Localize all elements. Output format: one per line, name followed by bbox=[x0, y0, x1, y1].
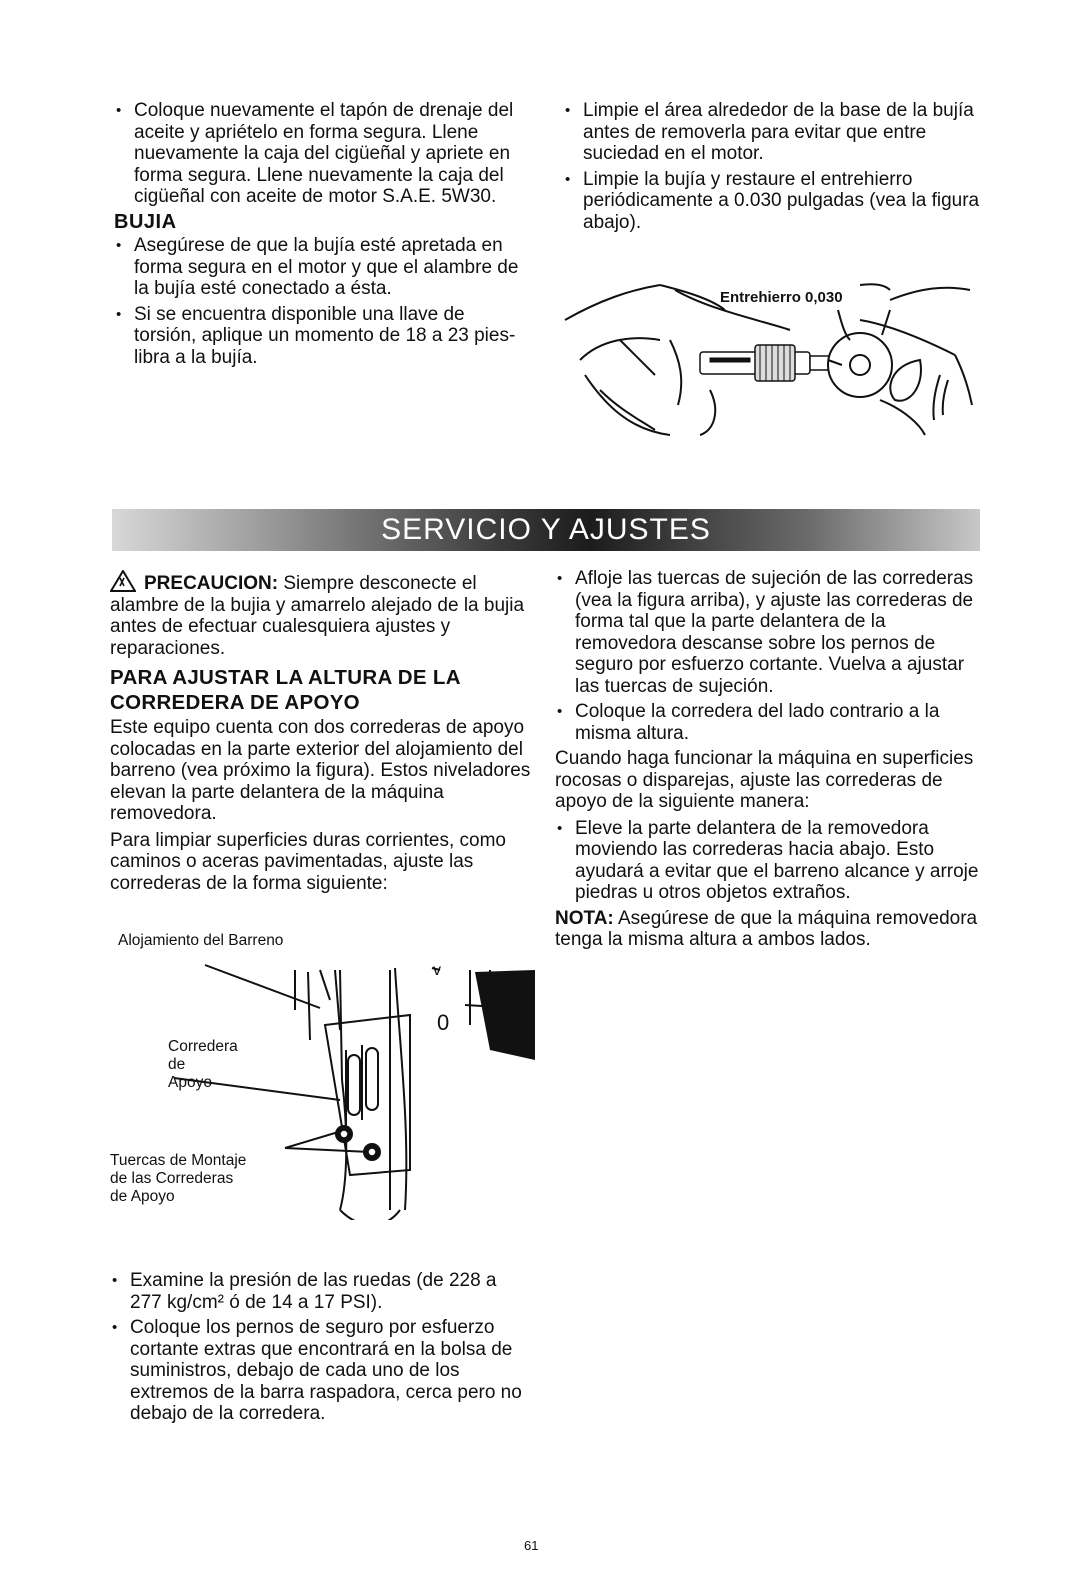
gap-restore-bullet: • Limpie la bujía y restaure el entrehierro periódicamente a 0.030 pulgadas (vea la figura abajo). bbox=[563, 169, 983, 234]
mounting-nuts-label-line3: de Apoyo bbox=[110, 1188, 175, 1205]
spark-plug-hands-illustration bbox=[560, 280, 980, 440]
section-banner bbox=[112, 509, 980, 551]
torque-wrench-bullet: • Si se encuentra disponible una llave de torsión, aplique un momento de 18 a 23 pies-libra a la bujía. bbox=[114, 304, 524, 369]
clean-plug-bullet-list bbox=[563, 100, 983, 233]
oil-refill-bullet: • Coloque nuevamente el tapón de drenaje del aceite y apriételo en forma segura. Llene nuevamente la caja del cigüeñal y apriete en forma segura. Llene nuevamente la caja del cigüeñal con aceite de motor S.A.E. 5W30. bbox=[114, 100, 524, 208]
lower-right-column bbox=[555, 568, 980, 956]
bottom-bullet-list bbox=[110, 1270, 530, 1425]
tire-pressure-bullet: • Examine la presión de las ruedas (de 228 a 277 kg/cm² ó de 14 a 17 PSI). bbox=[110, 1270, 530, 1313]
raise-front-bullet: • Eleve la parte delantera de la removedora moviendo las correderas hacia abajo. Esto ayudará a evitar que el barreno alcance y arroje piedras u otros objetos extraños. bbox=[555, 818, 980, 904]
note-paragraph bbox=[555, 908, 980, 951]
svg-text:v: v bbox=[433, 962, 441, 979]
warning-triangle-icon bbox=[110, 570, 136, 592]
gap-figure-label: Entrehierro 0,030 bbox=[720, 289, 843, 306]
skid-height-heading: PARA AJUSTAR LA ALTURA DE LA CORREDERA DE APOYO bbox=[110, 666, 461, 714]
section-banner-title: SERVICIO Y AJUSTES bbox=[381, 513, 711, 546]
skid-shoe-figure bbox=[110, 930, 535, 1220]
top-left-column bbox=[114, 100, 524, 372]
rough-surface-paragraph: Cuando haga funcionar la máquina en superficies rocosas o disparejas, ajuste las correderas de apoyo de la siguiente manera: bbox=[555, 748, 974, 812]
skid-shoe-label bbox=[168, 1038, 238, 1092]
spark-plug-heading: BUJIA bbox=[114, 210, 177, 233]
skids-description-paragraph: Este equipo cuenta con dos correderas de apoyo colocadas en la parte exterior del alojamiento del barreno (vea próximo la figura). Estos niveladores elevan la parte delantera de la máquina removedora. bbox=[110, 717, 531, 824]
caution-label: PRECAUCION: bbox=[144, 573, 279, 594]
svg-text:0: 0 bbox=[437, 1010, 450, 1035]
clean-base-bullet: • Limpie el área alrededor de la base de la bujía antes de removerla para evitar que entre suciedad en el motor. bbox=[563, 100, 983, 165]
skid-shoe-label-line2: de bbox=[168, 1056, 186, 1073]
note-label: NOTA: bbox=[555, 907, 614, 929]
loosen-nuts-bullet: • Afloje las tuercas de sujeción de las correderas (vea la figura arriba), y ajuste las correderas de forma tal que la parte delantera de la removedora descanse sobre los pernos de seguro por esfuerzo cortante. Vuelva a ajustar las tuercas de sujeción. bbox=[555, 568, 980, 697]
auger-housing-label: Alojamiento del Barreno bbox=[118, 932, 284, 949]
oil-bullet-list bbox=[114, 100, 524, 208]
top-right-column bbox=[563, 100, 983, 237]
note-text: Asegúrese de que la máquina removedora tenga la misma altura a ambos lados. bbox=[555, 907, 978, 950]
spark-plug-gap-figure bbox=[560, 280, 980, 440]
mounting-nuts-label bbox=[110, 1152, 246, 1206]
hard-surface-paragraph: Para limpiar superficies duras corrientes, como caminos o aceras pavimentadas, ajuste las correderas de la forma siguiente: bbox=[110, 829, 506, 894]
opposite-skid-bullet: • Coloque la corredera del lado contrario a la misma altura. bbox=[555, 701, 980, 744]
spark-plug-tight-bullet: • Asegúrese de que la bujía esté apretada en forma segura en el motor y que el alambre de la bujía esté conectado a ésta. bbox=[114, 235, 524, 300]
bottom-left-column bbox=[110, 1270, 530, 1429]
skid-shoe-label-line1: Corredera bbox=[168, 1038, 238, 1055]
caution-paragraph bbox=[110, 570, 535, 659]
caution-text: Siempre desconecte el alambre de la bujia y amarrelo alejado de la bujia antes de efectuar cualesquiera ajustes y reparaciones. bbox=[110, 573, 525, 659]
shear-bolts-bullet: • Coloque los pernos de seguro por esfuerzo cortante extras que encontrará en la bolsa de suministros, debajo de cada uno de los extremos de la barra raspadora, cerca pero no debajo de la corredera. bbox=[110, 1317, 530, 1425]
lower-left-column bbox=[110, 570, 535, 899]
adjust-bullet-list bbox=[555, 568, 980, 744]
spark-plug-bullet-list bbox=[114, 235, 524, 368]
mounting-nuts-label-line1: Tuercas de Montaje bbox=[110, 1152, 247, 1169]
raise-front-bullet-list bbox=[555, 818, 980, 904]
mounting-nuts-label-line2: de las Correderas bbox=[110, 1170, 234, 1187]
skid-shoe-label-line3: Apoyo bbox=[168, 1074, 212, 1091]
page-number: 61 bbox=[524, 1538, 539, 1553]
